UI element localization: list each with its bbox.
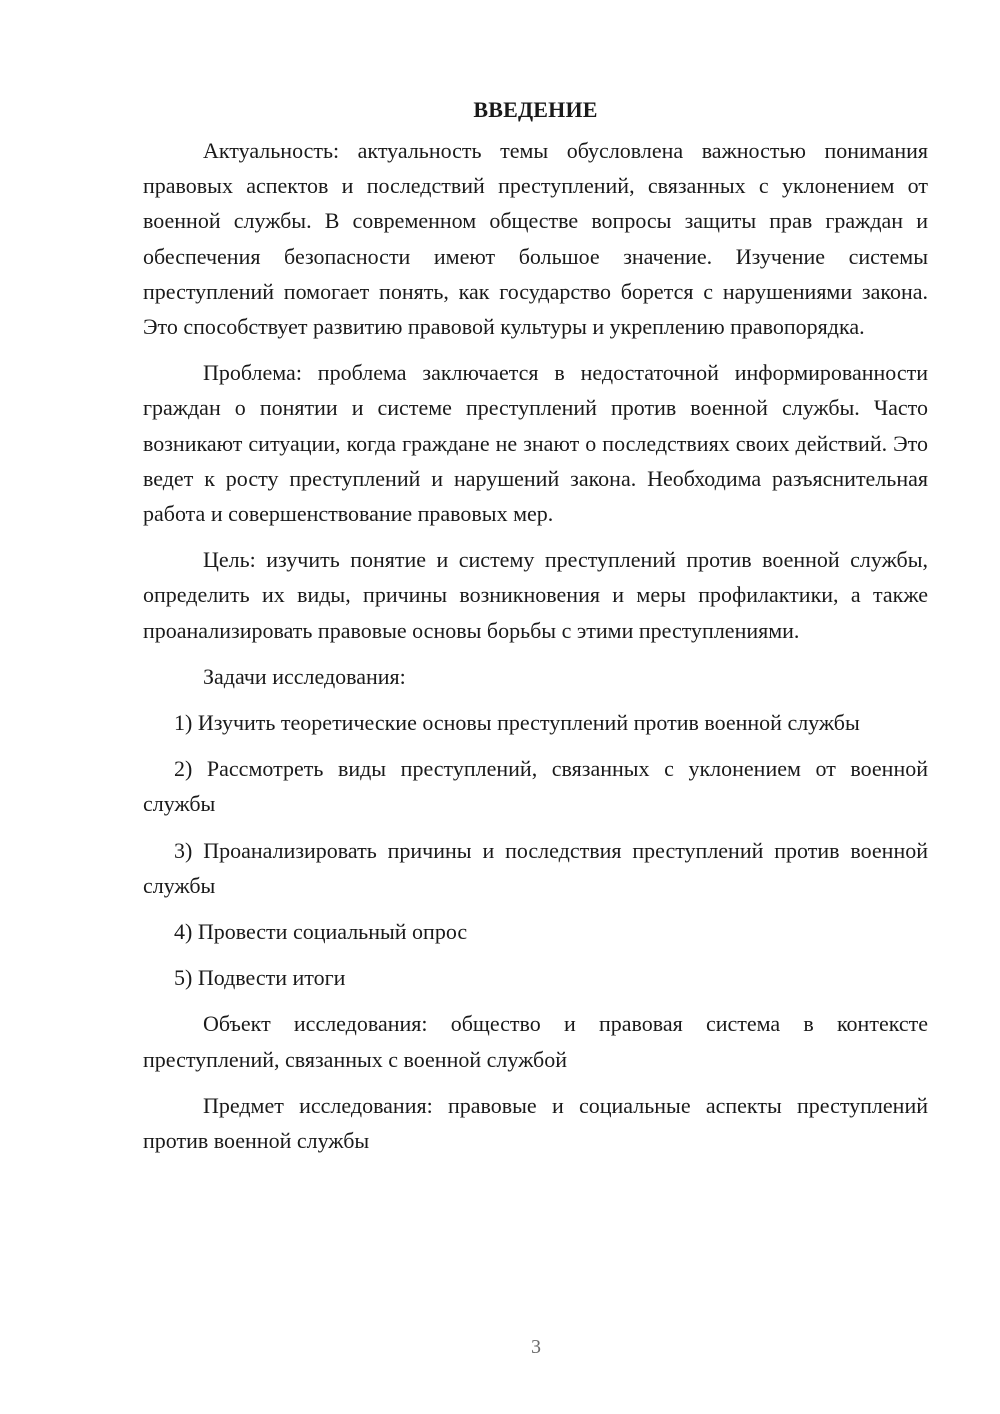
list-item: 2) Рассмотреть виды преступлений, связанных с уклонением от военной службы (143, 756, 928, 817)
spacer (143, 531, 928, 542)
page-number: 3 (531, 1336, 541, 1358)
document-page (143, 94, 928, 1158)
paragraph-problem: Проблема: проблема заключается в недостаточной информированности граждан о понятии и системе преступлений против военной службы. Часто возникают ситуации, когда граждане не знают о последствиях своих действий. Это ведет к росту преступлений и нарушений закона. Необходима разъяснительная работа и совершенствование правовых мер. (143, 360, 928, 527)
spacer (143, 126, 928, 133)
spacer (143, 995, 928, 1006)
tasks-list (143, 705, 928, 995)
paragraph-subject: Предмет исследования: правовые и социальные аспекты преступлений против военной службы (143, 1092, 928, 1154)
list-item: 1) Изучить теоретические основы преступлений против военной службы (174, 710, 860, 736)
paragraph-goal: Цель: изучить понятие и систему преступлений против военной службы, определить их виды, причины возникновения и меры профилактики, а также проанализировать правовые основы борьбы с этими преступлениями. (143, 547, 928, 643)
list-item: 4) Провести социальный опрос (174, 919, 468, 945)
paragraph-object: Объект исследования: общество и правовая система в контексте преступлений, связанных с военной службой (143, 1011, 928, 1072)
list-item: 3) Проанализировать причины и последствия преступлений против военной службы (143, 837, 928, 898)
section-title: ВВЕДЕНИЕ (473, 97, 598, 122)
spacer (143, 822, 928, 833)
spacer (143, 740, 928, 751)
spacer (143, 1077, 928, 1088)
paragraph-relevance: Актуальность: актуальность темы обусловлена важностью понимания правовых аспектов и последствий преступлений, связанных с уклонением от военной службы. В современном обществе вопросы защиты прав граждан и обеспечения безопасности имеют большое значение. Изучение системы преступлений помогает понять, как государство борется с нарушениями закона. Это способствует развитию правовой культуры и укреплению правопорядка. (143, 138, 928, 340)
spacer (143, 694, 928, 705)
spacer (143, 903, 928, 914)
spacer (143, 648, 928, 659)
list-item: 5) Подвести итоги (174, 965, 346, 991)
tasks-heading: Задачи исследования: (203, 663, 406, 689)
spacer (143, 344, 928, 355)
spacer (143, 949, 928, 960)
